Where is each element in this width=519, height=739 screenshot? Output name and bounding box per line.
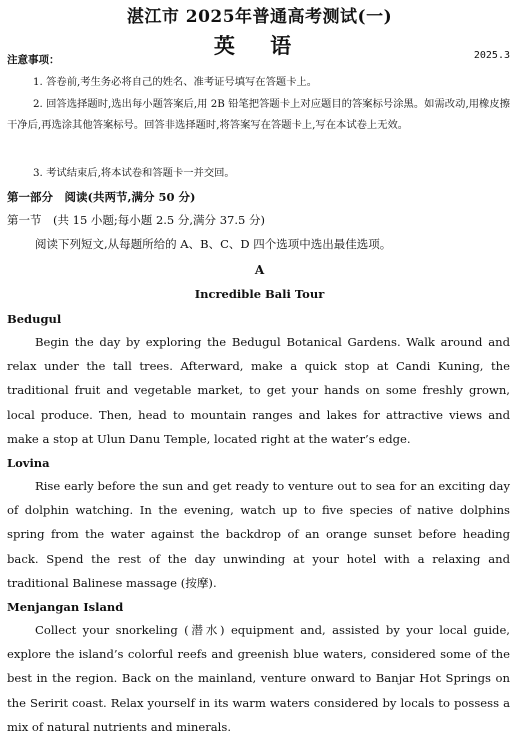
section-heading-bedugul: Bedugul — [7, 312, 62, 326]
section-heading-lovina: Lovina — [7, 456, 50, 470]
part-title — [7, 189, 195, 205]
notice-label: 注意事项： — [7, 54, 60, 66]
notice-item: 2. 回答选择题时,选出每小题答案后,用 2B 铅笔把答题卡上对应题目的答案标号涂黑。如需改动,用橡皮擦干净后,再选涂其他答案标号。回答非选择题时,将答案写在答题卡上,写在本试卷上无效。 — [7, 98, 510, 131]
notice-item: 1. 答卷前,考生务必将自己的姓名、准考证号填写在答题卡上。 — [33, 76, 318, 88]
section-heading-menjangan: Menjangan Island — [7, 600, 124, 614]
paragraph-lovina: Rise early before the sun and get ready to venture out to sea for an exciting day of dolphin watching. In the evening, watch up to five species of native dolphins spring from the water against the backdrop of an orange sunset before heading back. Spend the rest of the day unwinding at your hotel with a relaxing and traditional Balinese massage (按摩). — [7, 479, 510, 590]
subject-title: 英 语 — [213, 33, 306, 58]
paragraph-menjangan: Collect your snorkeling (潜水) equipment and, assisted by your local guide, explore the island’s colorful reefs and greenish blue waters, considered some of the best in the region. Back on the mainland, venture onward to Banjar Hot Springs on the Seririt coast. Relax yourself in its warm waters considered by locals to possess a mix of natural nutrients and minerals. — [7, 623, 510, 734]
exam-date: 2025.3 — [473, 50, 510, 61]
paragraph-bedugul: Begin the day by exploring the Bedugul Botanical Gardens. Walk around and relax under the tall trees. Afterward, make a quick stop at Candi Kuning, the traditional fruit and vegetable market, to get your hands on some freshly grown, local produce. Then, head to mountain ranges and lakes for attractive views and make a stop at Ulun Danu Temple, located right at the water’s edge. — [7, 335, 510, 446]
passage-title: Incredible Bali Tour — [194, 287, 325, 301]
notice-item: 3. 考试结束后,将本试卷和答题卡一并交回。 — [33, 167, 235, 179]
part-title-text: 第一部分 阅读(共两节,满分 50 分) — [7, 190, 196, 204]
section-title: 第一节 (共 15 小题;每小题 2.5 分,满分 37.5 分) — [7, 213, 265, 227]
passage-letter: A — [254, 263, 265, 277]
instruction-text: 阅读下列短文,从每题所给的 A、B、C、D 四个选项中选出最佳选项。 — [35, 237, 392, 251]
exam-title: 湛江市 2025年普通高考测试(一) — [126, 7, 393, 27]
